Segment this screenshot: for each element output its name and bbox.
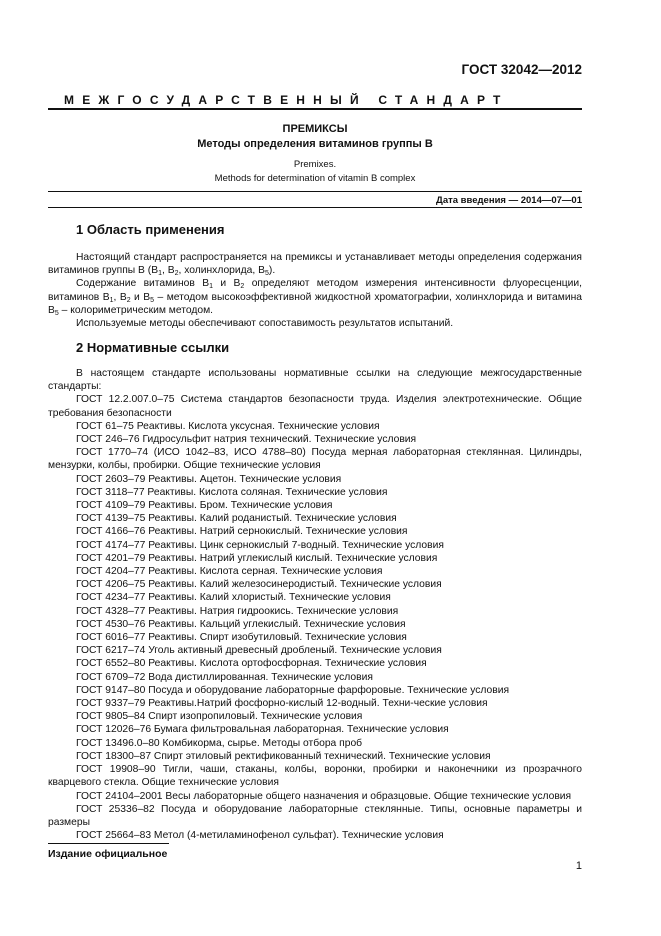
reference-item: ГОСТ 9805–84 Спирт изопропиловый. Технические условия: [76, 711, 363, 723]
section-2-heading: 2 Нормативные ссылки: [76, 340, 230, 355]
reference-item: ГОСТ 4530–76 Реактивы. Кальций углекислый. Технические условия: [76, 618, 406, 630]
official-edition: Издание официальное: [48, 848, 168, 860]
paragraph: В настоящем стандарте использованы нормативные ссылки на следующие межгосударственные стандарты:: [48, 368, 582, 393]
reference-item: ГОСТ 4166–76 Реактивы. Натрий сернокислый. Технические условия: [76, 526, 408, 538]
paragraph: Содержание витаминов $В_1$ и $В_2$ определяют методом измерения интенсивности флуоресценции, витаминов $В_1$, $В_2$ и $В_5$ – методом высокоэффективной жидкостной хроматографии, холинхлорида и витамина $В_5$ – колориметрическим методом.: [48, 278, 583, 317]
reference-item: ГОСТ 246–76 Гидросульфит натрия технический. Технические условия: [76, 434, 417, 446]
section-1-heading: 1 Область применения: [76, 222, 225, 237]
footer-rule: [48, 843, 169, 844]
reference-item: ГОСТ 19908–90 Тигли, чаши, стаканы, колбы, воронки, пробирки и наконечники из прозрачного кварцевого стекла. Общие технические условия: [48, 764, 582, 789]
reference-item: ГОСТ 6217–74 Уголь активный древесный дробленый. Технические условия: [76, 645, 442, 657]
reference-item: ГОСТ 24104–2001 Весы лабораторные общего назначения и образцовые. Общие технические условия: [76, 790, 572, 802]
date-rule-top: [48, 191, 582, 192]
standard-code: ГОСТ 32042—2012: [461, 62, 582, 77]
reference-item: ГОСТ 25336–82 Посуда и оборудование лабораторные стеклянные. Типы, основные параметры и размеры: [48, 803, 582, 828]
reference-item: ГОСТ 12026–76 Бумага фильтровальная лабораторная. Технические условия: [76, 724, 449, 736]
header-rule: [48, 108, 582, 110]
title-block-en: [48, 158, 582, 186]
reference-item: ГОСТ 6709–72 Вода дистиллированная. Технические условия: [76, 671, 373, 683]
reference-item: ГОСТ 6552–80 Реактивы. Кислота ортофосфорная. Технические условия: [76, 658, 427, 670]
reference-item: ГОСТ 4328–77 Реактивы. Натрия гидроокись. Технические условия: [76, 605, 399, 617]
reference-item: ГОСТ 4234–77 Реактивы. Калий хлористый. Технические условия: [76, 592, 391, 604]
reference-item: ГОСТ 4204–77 Реактивы. Кислота серная. Технические условия: [76, 566, 383, 578]
reference-item: ГОСТ 18300–87 Спирт этиловый ректификованный технический. Технические условия: [76, 750, 491, 762]
section-1-body: [48, 251, 582, 330]
paragraph: Настоящий стандарт распространяется на премиксы и устанавливает методы определения содержания витаминов группы В ($В_1$, $В_2$, холинхлорида, $В_5$).: [48, 252, 582, 278]
section-2-body: [48, 367, 582, 842]
reference-item: ГОСТ 4201–79 Реактивы. Натрий углекислый кислый. Технические условия: [76, 552, 438, 564]
paragraph: Используемые методы обеспечивают сопоставимость результатов испытаний.: [76, 318, 454, 330]
title-en-sub: Methods for determination of vitamin B complex: [214, 173, 416, 184]
reference-item: ГОСТ 61–75 Реактивы. Кислота уксусная. Технические условия: [76, 420, 380, 432]
reference-item: ГОСТ 1770–74 (ИСО 1042–83, ИСО 4788–80) Посуда мерная лабораторная стеклянная. Цилиндры, мензурки, колбы, пробирки. Общие технические условия: [48, 447, 582, 472]
reference-item: ГОСТ 4109–79 Реактивы. Бром. Технические условия: [76, 500, 333, 512]
reference-item: ГОСТ 13496.0–80 Комбикорма, сырье. Методы отбора проб: [76, 737, 363, 749]
page-number: 1: [575, 860, 582, 872]
reference-item: ГОСТ 9337–79 Реактивы.Натрий фосфорно-кислый 12-водный. Техни-ческие условия: [76, 698, 488, 710]
reference-item: ГОСТ 2603–79 Реактивы. Ацетон. Технические условия: [76, 473, 342, 485]
reference-item: ГОСТ 9147–80 Посуда и оборудование лабораторные фарфоровые. Технические условия: [76, 684, 510, 696]
reference-item: ГОСТ 3118–77 Реактивы. Кислота соляная. Технические условия: [76, 486, 388, 498]
reference-item: ГОСТ 4174–77 Реактивы. Цинк сернокислый 7-водный. Технические условия: [76, 539, 444, 551]
reference-item: ГОСТ 25664–83 Метол (4-метиламинофенол сульфат). Технические условия: [76, 830, 444, 842]
title-en-main: Premixes.: [293, 159, 337, 170]
reference-item: ГОСТ 4139–75 Реактивы. Калий роданистый. Технические условия: [76, 513, 397, 525]
intro-date: Дата введения — 2014—07—01: [436, 195, 582, 206]
reference-item: ГОСТ 12.2.007.0–75 Система стандартов безопасности труда. Изделия электротехнические. Общие требования безопасности: [48, 394, 582, 419]
reference-item: ГОСТ 4206–75 Реактивы. Калий железосинеродистый. Технические условия: [76, 579, 442, 591]
date-rule-bottom: [48, 207, 582, 208]
interstate-banner: МЕЖГОСУДАРСТВЕННЫЙ СТАНДАРТ: [64, 93, 509, 107]
title-sub: Методы определения витаминов группы В: [197, 138, 433, 150]
reference-item: ГОСТ 6016–77 Реактивы. Спирт изобутиловый. Технические условия: [76, 632, 407, 644]
title-main: ПРЕМИКСЫ: [282, 123, 348, 135]
title-block-ru: [48, 122, 582, 152]
